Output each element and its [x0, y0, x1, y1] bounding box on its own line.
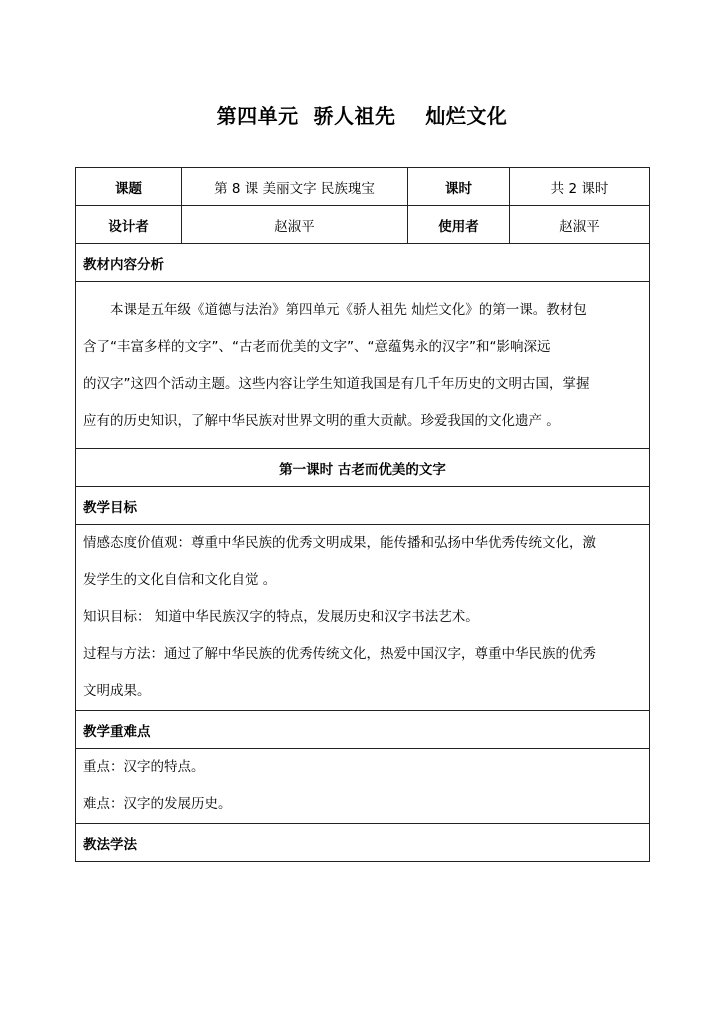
goals-content: [76, 525, 650, 711]
period-label: 课时: [408, 168, 510, 206]
page-title: 第四单元 骄人祖先 灿烂文化: [216, 104, 508, 128]
goal-line: 情感态度价值观：尊重中华民族的优秀文明成果，能传播和弘扬中华优秀传统文化，激: [83, 535, 596, 551]
difficulty-line: 难点：汉字的发展历史。: [83, 796, 232, 812]
designer-value: 赵淑平: [182, 206, 408, 244]
user-label: 使用者: [408, 206, 510, 244]
analysis-content: [76, 282, 650, 449]
designer-label: 设计者: [76, 206, 182, 244]
analysis-line: 含了“丰富多样的文字”、“古老而优美的文字”、“意蕴隽永的汉字”和“影响深远: [83, 339, 551, 355]
methods-heading: 教法学法: [76, 824, 650, 862]
analysis-line: 应有的历史知识，了解中华民族对世界文明的重大贡献。珍爱我国的文化遗产 。: [83, 413, 560, 429]
goal-line: 发学生的文化自信和文化自觉 。: [83, 572, 277, 588]
focus-line: 重点：汉字的特点。: [83, 759, 205, 775]
goal-line: 过程与方法：通过了解中华民族的优秀传统文化，热爱中国汉字，尊重中华民族的优秀: [83, 646, 596, 662]
key-points-content: [76, 749, 650, 824]
user-value: 赵淑平: [510, 206, 650, 244]
key-points-heading: 教学重难点: [76, 711, 650, 749]
lesson-title: 第一课时 古老而优美的文字: [76, 449, 650, 487]
period-value: 共 2 课时: [510, 168, 650, 206]
goal-line: 文明成果。: [83, 683, 151, 699]
analysis-heading: 教材内容分析: [76, 244, 650, 282]
lesson-plan-table: [75, 167, 650, 862]
analysis-line: 的汉字”这四个活动主题。这些内容让学生知道我国是有几千年历史的文明古国，掌握: [83, 376, 590, 392]
topic-value: 第 8 课 美丽文字 民族瑰宝: [182, 168, 408, 206]
topic-label: 课题: [76, 168, 182, 206]
goal-line: 知识目标： 知道中华民族汉字的特点，发展历史和汉字书法艺术。: [83, 609, 479, 625]
analysis-line: 本课是五年级《道德与法治》第四单元《骄人祖先 灿烂文化》的第一课。教材包: [110, 302, 587, 318]
goals-heading: 教学目标: [76, 487, 650, 525]
